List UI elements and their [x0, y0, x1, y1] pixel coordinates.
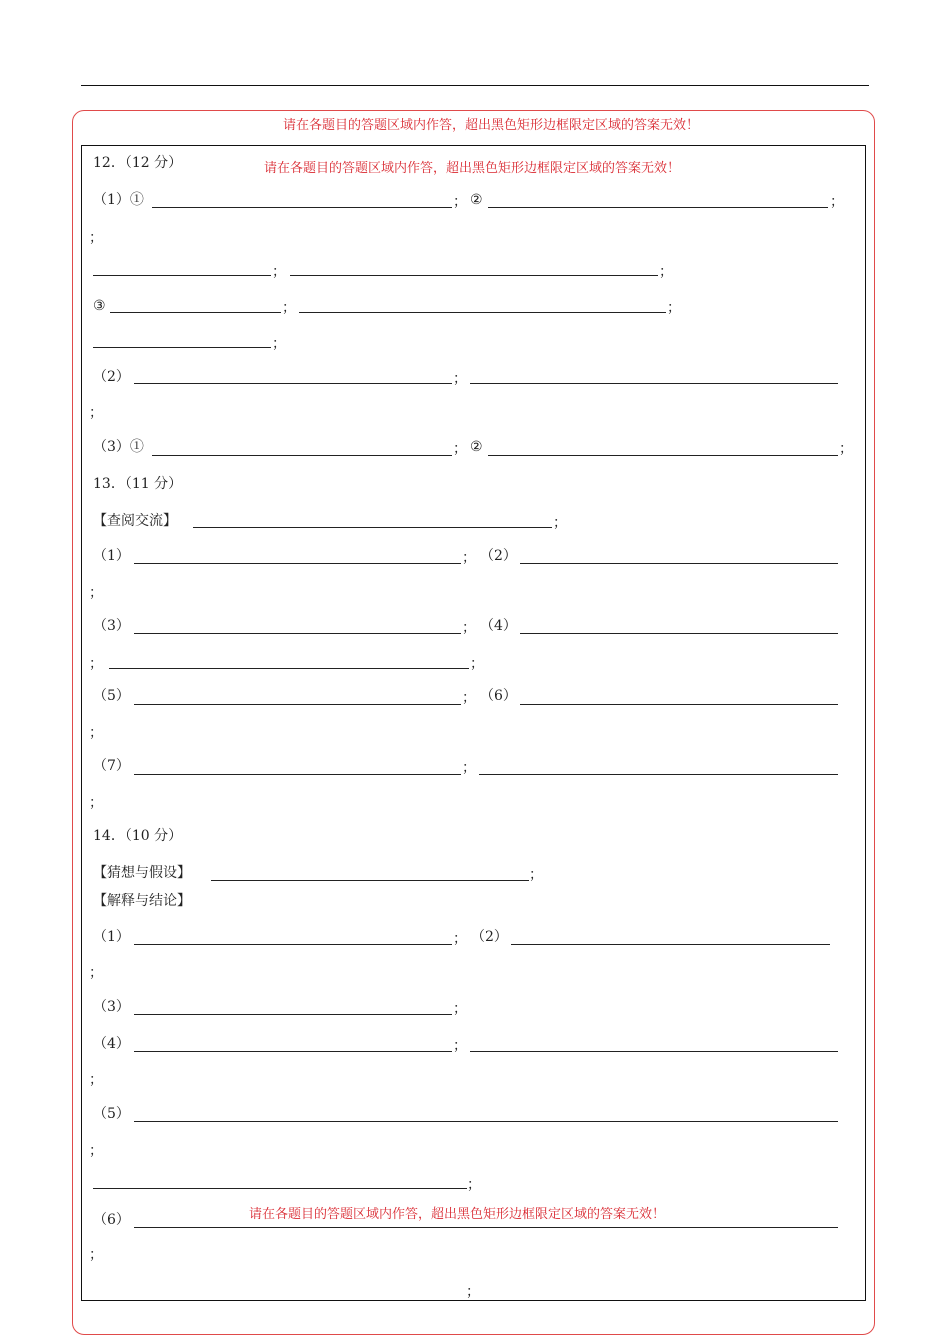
- semicolon: ；: [466, 1284, 480, 1300]
- answer-blank[interactable]: [470, 383, 838, 384]
- semicolon: ；: [453, 1038, 467, 1054]
- answer-blank[interactable]: [109, 668, 469, 669]
- semicolon: ；: [272, 336, 286, 352]
- answer-blank[interactable]: [520, 633, 838, 634]
- q13-part2-label: （2）: [480, 548, 517, 564]
- answer-blank[interactable]: [470, 1051, 838, 1052]
- q13-part7-label: （7）: [93, 758, 130, 774]
- semicolon: ；: [467, 1177, 481, 1193]
- semicolon: ；: [89, 656, 103, 672]
- semicolon: ；: [453, 441, 467, 457]
- answer-blank[interactable]: [110, 312, 281, 313]
- q13-part4-label: （4）: [480, 618, 517, 634]
- semicolon: ；: [462, 760, 476, 776]
- answer-blank[interactable]: [134, 944, 452, 945]
- answer-blank[interactable]: [134, 563, 461, 564]
- answer-blank[interactable]: [299, 312, 666, 313]
- q12-circle3-label: ③: [93, 298, 106, 314]
- answer-blank[interactable]: [134, 1014, 452, 1015]
- q14-part4-label: （4）: [93, 1036, 130, 1052]
- answer-blank[interactable]: [488, 207, 828, 208]
- semicolon: ；: [89, 725, 103, 741]
- semicolon: ；: [453, 1001, 467, 1017]
- answer-blank[interactable]: [93, 275, 271, 276]
- answer-blank[interactable]: [488, 455, 838, 456]
- semicolon: ；: [462, 690, 476, 706]
- semicolon: ；: [89, 1072, 103, 1088]
- answer-box-border: [81, 145, 866, 1301]
- q14-part1-label: （1）: [93, 929, 130, 945]
- answer-blank[interactable]: [134, 383, 452, 384]
- answer-blank[interactable]: [520, 563, 838, 564]
- q12-part3-label: （3）①: [93, 439, 144, 455]
- warning-text-top: 请在各题目的答题区域内作答，超出黑色矩形边框限定区域的答案无效！: [283, 118, 700, 133]
- semicolon: ；: [553, 515, 567, 531]
- warning-text-inner: 请在各题目的答题区域内作答，超出黑色矩形边框限定区域的答案无效！: [264, 161, 681, 176]
- semicolon: ；: [529, 867, 543, 883]
- answer-blank[interactable]: [134, 633, 461, 634]
- answer-blank[interactable]: [134, 774, 461, 775]
- answer-blank[interactable]: [93, 1188, 467, 1189]
- semicolon: ；: [89, 1143, 103, 1159]
- semicolon: ；: [89, 585, 103, 601]
- answer-blank[interactable]: [211, 880, 529, 881]
- q14-heading: 14．（10 分）: [93, 828, 183, 844]
- answer-blank[interactable]: [193, 527, 552, 528]
- answer-blank[interactable]: [134, 704, 461, 705]
- q14-section1-label: 【猜想与假设】: [93, 865, 191, 881]
- answer-blank[interactable]: [152, 455, 452, 456]
- q14-section2-label: 【解释与结论】: [93, 893, 191, 909]
- semicolon: ；: [89, 965, 103, 981]
- semicolon: ；: [830, 194, 844, 210]
- q12-part1-label: （1）①: [93, 192, 144, 208]
- answer-blank[interactable]: [134, 1051, 452, 1052]
- q14-part3-label: （3）: [93, 999, 130, 1015]
- semicolon: ；: [839, 441, 853, 457]
- semicolon: ；: [282, 300, 296, 316]
- q14-part5-label: （5）: [93, 1106, 130, 1122]
- semicolon: ；: [89, 1247, 103, 1263]
- q13-part6-label: （6）: [480, 688, 517, 704]
- answer-blank[interactable]: [290, 275, 658, 276]
- answer-blank[interactable]: [134, 1227, 838, 1228]
- q13-part3-label: （3）: [93, 618, 130, 634]
- q12-part2-label: （2）: [93, 369, 130, 385]
- q12-heading: 12．（12 分）: [93, 155, 183, 171]
- semicolon: ；: [453, 931, 467, 947]
- q14-part2-label: （2）: [471, 929, 508, 945]
- answer-blank[interactable]: [520, 704, 838, 705]
- semicolon: ；: [659, 264, 673, 280]
- answer-blank[interactable]: [511, 944, 830, 945]
- semicolon: ；: [89, 405, 103, 421]
- answer-blank[interactable]: [93, 347, 271, 348]
- q13-heading: 13．（11 分）: [93, 476, 183, 492]
- q13-part1-label: （1）: [93, 548, 130, 564]
- q13-section-label: 【查阅交流】: [93, 513, 177, 529]
- semicolon: ；: [667, 300, 681, 316]
- semicolon: ；: [453, 194, 467, 210]
- semicolon: ；: [470, 656, 484, 672]
- q12-circle2-label: ②: [470, 192, 483, 208]
- q13-part5-label: （5）: [93, 688, 130, 704]
- warning-text-bottom: 请在各题目的答题区域内作答，超出黑色矩形边框限定区域的答案无效！: [249, 1207, 666, 1222]
- header-rule: [81, 85, 869, 86]
- semicolon: ；: [89, 230, 103, 246]
- answer-blank[interactable]: [134, 1121, 838, 1122]
- semicolon: ；: [462, 620, 476, 636]
- semicolon: ；: [453, 371, 467, 387]
- q14-part6-label: （6）: [93, 1212, 130, 1228]
- semicolon: ；: [272, 264, 286, 280]
- q12-circle2-label: ②: [470, 439, 483, 455]
- semicolon: ；: [89, 795, 103, 811]
- answer-blank[interactable]: [479, 774, 838, 775]
- semicolon: ；: [462, 550, 476, 566]
- answer-blank[interactable]: [152, 207, 452, 208]
